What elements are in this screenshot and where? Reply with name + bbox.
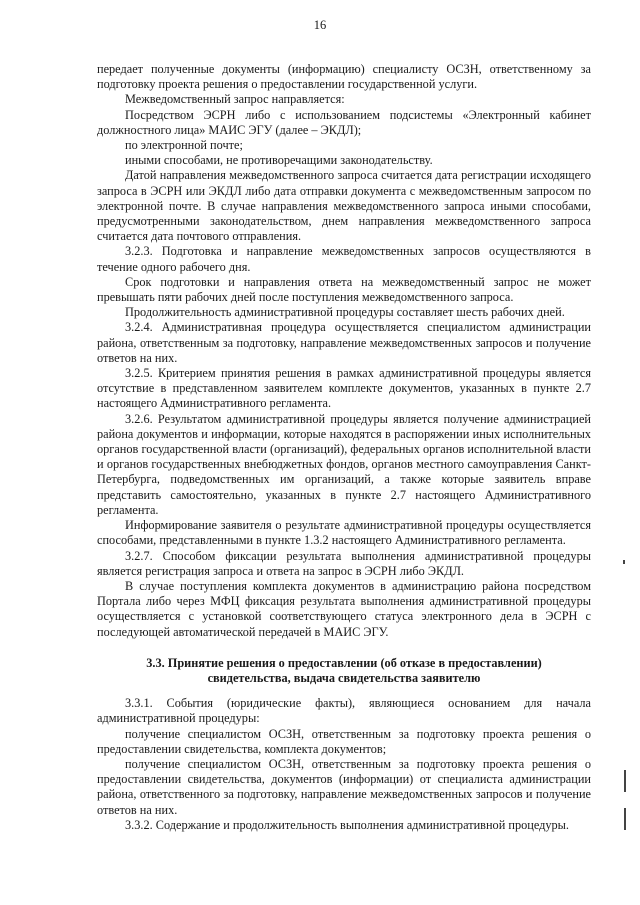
paragraph: иными способами, не противоречащими законодательству. bbox=[125, 153, 433, 168]
page-number: 16 bbox=[313, 18, 327, 32]
paragraph: Продолжительность административной процедуры составляет шесть рабочих дней. bbox=[125, 305, 565, 320]
section-title-line2: свидетельства, выдача свидетельства заявителю bbox=[207, 670, 481, 685]
scan-edge-mark bbox=[623, 560, 625, 564]
paragraph: Информирование заявителя о результате административной процедуры осуществляется способами, представленными в пункте 1.3.2 настоящего Административного регламента. bbox=[97, 518, 591, 548]
scan-edge-mark bbox=[624, 770, 626, 792]
paragraph: 3.3.1. События (юридические факты), являющиеся основанием для начала административной процедуры: bbox=[97, 696, 591, 726]
paragraph: Межведомственный запрос направляется: bbox=[125, 92, 345, 107]
paragraph: получение специалистом ОСЗН, ответственным за подготовку проекта решения о предоставлении свидетельства, документов (информации) от специалиста администрации района, ответственного за подготовку, направление межведомственных запросов и получение ответов на них. bbox=[97, 756, 591, 817]
paragraph: Датой направления межведомственного запроса считается дата регистрации исходящего запроса в ЭСРН или ЭКДЛ либо дата отправки документа с межведомственным запросом по электронной почте. В случае направления межведомственного запроса иными способами, предусмотренными законодательством, днем направления межведомственного запроса считается дата почтового отправления. bbox=[97, 168, 591, 244]
paragraph: 3.3.2. Содержание и продолжительность выполнения административной процедуры. bbox=[125, 817, 570, 832]
paragraph: 3.2.6. Результатом административной процедуры является получение администрацией района документов и информации, которые находятся в распоряжении иных исполнительных органов государственной власти (организаций), федеральных органов исполнительной власти и органов государственных внебюджетных фондов, органов местного самоуправления Санкт-Петербурга, подведомственных им организаций, а также которые заявитель вправе представить самостоятельно, указанных в пункте 2.7 настоящего Административного регламента. bbox=[97, 411, 591, 517]
paragraph: Посредством ЭСРН либо с использованием подсистемы «Электронный кабинет должностного лица» МАИС ЭГУ (далее – ЭКДЛ); bbox=[97, 107, 591, 137]
section-title-line1: 3.3. Принятие решения о предоставлении (об отказе в предоставлении) bbox=[146, 655, 542, 670]
paragraph: Срок подготовки и направления ответа на межведомственный запрос не может превышать пяти рабочих дней после поступления межведомственного запроса. bbox=[97, 274, 591, 305]
paragraph: передает полученные документы (информацию) специалисту ОСЗН, ответственному за подготовку проекта решения о предоставлении государственной услуги. bbox=[97, 62, 591, 92]
paragraph: 3.2.3. Подготовка и направление межведомственных запросов осуществляются в течение одного рабочего дня. bbox=[97, 244, 591, 274]
section-title bbox=[97, 656, 591, 686]
paragraph: 3.2.5. Критерием принятия решения в рамках административной процедуры является отсутствие в представленном заявителем комплекте документов, указанных в пункте 2.7 настоящего Административного регламента. bbox=[97, 366, 591, 411]
paragraph: 3.2.7. Способом фиксации результата выполнения административной процедуры является регистрация запроса и ответа на запрос в ЭСРН либо ЭКДЛ. bbox=[97, 548, 591, 578]
paragraph: по электронной почте; bbox=[125, 138, 243, 153]
scan-edge-mark bbox=[624, 808, 626, 830]
document-body bbox=[97, 62, 591, 833]
paragraph: 3.2.4. Административная процедура осуществляется специалистом администрации района, ответственным за подготовку, направление межведомственных запросов и получение ответов на них. bbox=[97, 320, 591, 365]
paragraph: В случае поступления комплекта документов в администрацию района посредством Портала либо через МФЦ фиксация результата выполнения административной процедуры осуществляется с установкой соответствующего статуса электронного дела в ЭСРН с последующей автоматической передачей в МАИС ЭГУ. bbox=[97, 578, 591, 639]
paragraph: получение специалистом ОСЗН, ответственным за подготовку проекта решения о предоставлении свидетельства, комплекта документов; bbox=[97, 726, 591, 756]
